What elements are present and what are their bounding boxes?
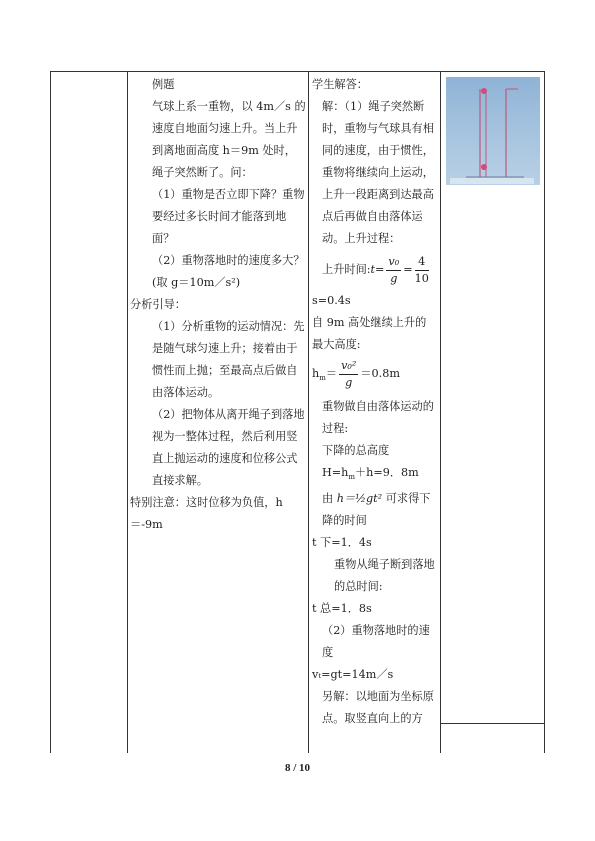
max-height-fraction: $\frac{\text{v₀²}}{g}$ xyxy=(341,358,357,389)
problem-title: 例题 xyxy=(152,78,175,91)
table-divider-3 xyxy=(440,71,441,753)
balloon-figure xyxy=(446,77,540,185)
rise-result: s=0.4s xyxy=(312,294,351,307)
extra-height-intro: 自 9m 高处继续上升的最大高度: xyxy=(312,316,427,351)
question-1: （1）重物是否立即下降？重物要经过多长时间才能落到地面？ xyxy=(152,188,305,245)
rise-fraction: $\frac{\text{v₀}}{g}$ xyxy=(388,254,400,285)
problem-statement: 气球上系一重物，以 4m／s 的速度自地面匀速上升。当上升到离地面高度 h＝9m 处时，绳子突然断了。问： xyxy=(152,100,306,179)
question-2: （2）重物落地时的速度多大？(取 g＝10m／s²) xyxy=(152,254,305,289)
free-fall-intro: 重物做自由落体运动的过程: xyxy=(322,400,434,436)
table-border-left xyxy=(50,71,51,753)
max-height-formula: $h_m=$ $\frac{\text{v₀²}}{g}$ ＝0.8m xyxy=(312,358,400,389)
table-border-top xyxy=(50,71,545,72)
part-2-title: （2）重物落地时的速度 xyxy=(322,624,430,660)
table-divider-2 xyxy=(308,71,309,753)
rise-t-symbol: t xyxy=(370,263,376,276)
special-note: 特别注意：这时位移为负值，h＝-9m xyxy=(130,496,283,531)
table-divider-1 xyxy=(127,71,128,753)
total-time: t 总=1．8s xyxy=(312,602,372,616)
total-time-intro: 重物从绳子断到落地的总时间: xyxy=(334,558,435,594)
problem-cell xyxy=(130,74,306,536)
total-height-formula: $H=h_m+h=9$．8m xyxy=(322,466,419,482)
time-formula-line: 由 h＝½gt² 可求得下降的时间 xyxy=(322,492,431,528)
final-velocity: vₜ=gt=14m／s xyxy=(312,668,394,682)
total-height-label: 下降的总高度 xyxy=(322,444,390,458)
rise-time-label: 上升时间: xyxy=(322,263,371,276)
alternative-method: 另解：以地面为坐标原点。取竖直向上的方 xyxy=(322,690,434,726)
balloon-diagram-icon xyxy=(446,77,540,185)
guide-title: 分析引导： xyxy=(130,298,186,311)
guide-step-2: （2）把物体从离开绳子到落地视为一整体过程，然后利用竖直上抛运动的速度和位移公式直接求解。 xyxy=(152,408,305,487)
rise-fraction-values: $\frac{4}{10}$ xyxy=(414,254,429,285)
rise-eq2: = xyxy=(403,263,413,276)
solution-title: 学生解答： xyxy=(312,78,368,91)
table-border-right xyxy=(544,71,545,753)
free-fall-formula: h＝½gt² xyxy=(336,492,383,506)
solution-part-1: 解：（1）绳子突然断时，重物与气球具有相同的速度，由于惯性，重物将继续向上运动，上升一段距离到达最高点后再做自由落体运动。上升过程： xyxy=(322,100,434,245)
table-row-line xyxy=(440,723,545,724)
guide-step-1: （1）分析重物的运动情况：先是随气球匀速上升；接着由于惯性而上抛；至最高点后做自由落体运动。 xyxy=(152,320,305,399)
solution-cell xyxy=(312,74,436,730)
page-number: 8 / 10 xyxy=(284,762,311,774)
rise-time-formula xyxy=(312,250,436,290)
fall-time: t 下=1．4s xyxy=(312,536,372,550)
rise-eq: = xyxy=(375,263,385,276)
